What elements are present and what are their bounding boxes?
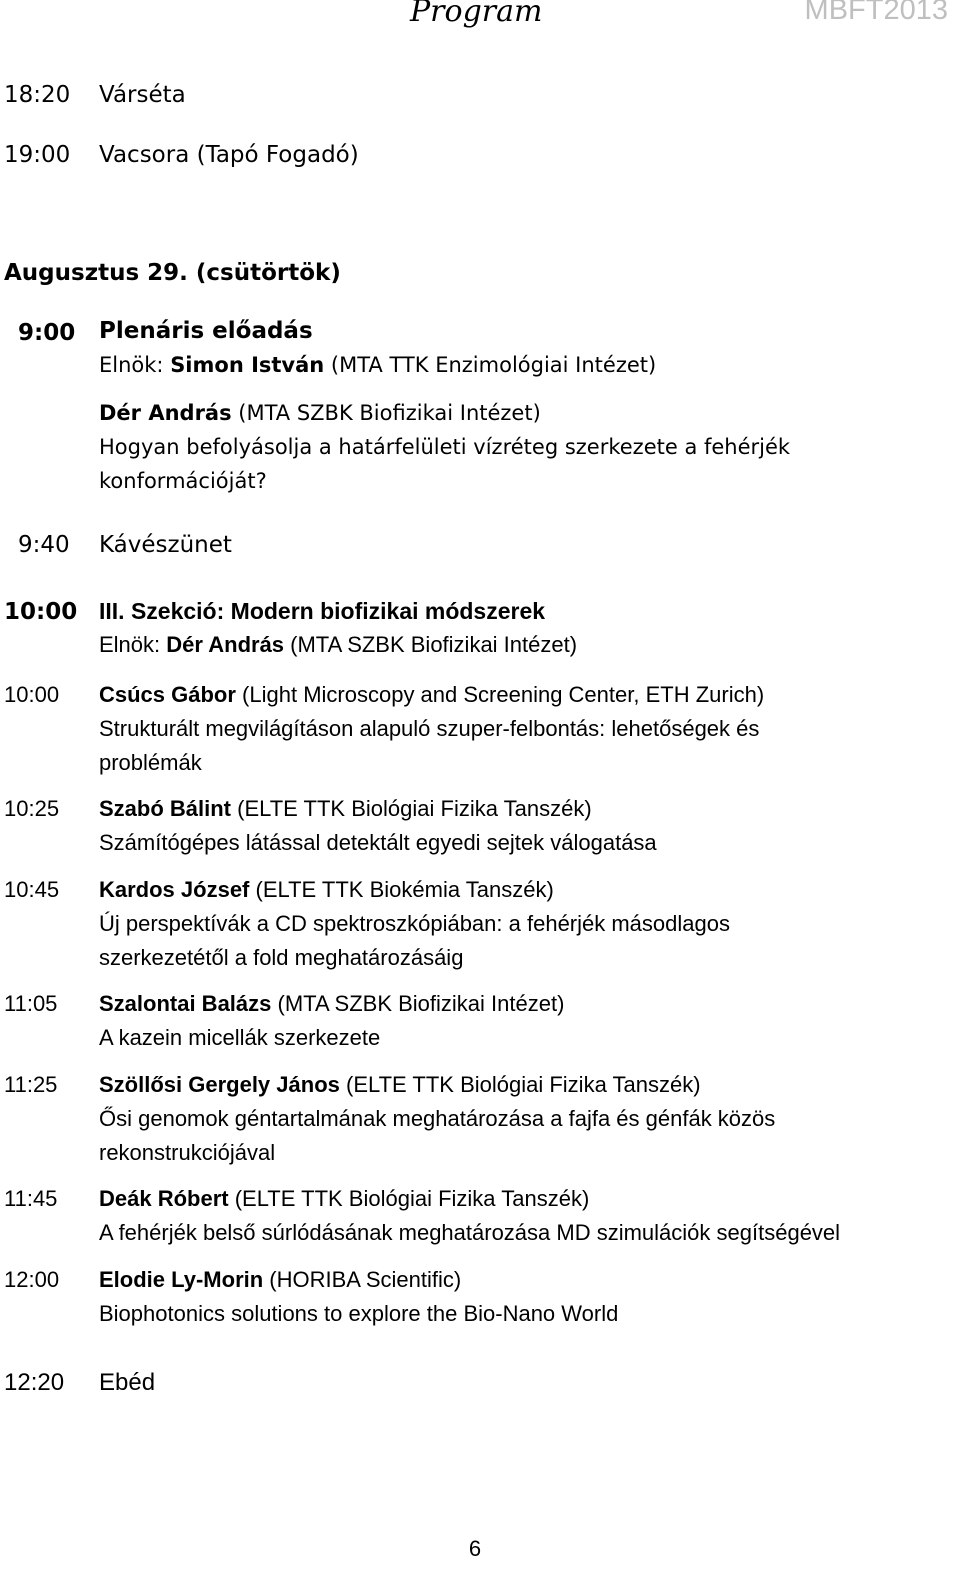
chair-prefix: Elnök:	[99, 632, 167, 657]
talk-title-line: rekonstrukciójával	[99, 1140, 276, 1165]
talk-speaker	[99, 873, 949, 907]
header-title: Program	[410, 0, 543, 29]
talk-title-line: A fehérjék belső súrlódásának meghatározása MD szimulációk segítségével	[99, 1220, 841, 1245]
section-chair	[99, 628, 949, 662]
plenary-chair	[99, 348, 949, 382]
talk-speaker	[99, 987, 949, 1021]
speaker-name: Dér András	[99, 401, 232, 425]
talk-speaker	[99, 792, 949, 826]
section-block	[99, 594, 949, 662]
schedule-time: 9:00	[18, 320, 76, 346]
schedule-time: 10:45	[4, 877, 60, 902]
schedule-label: Ebéd	[99, 1369, 156, 1396]
speaker-affiliation: (Light Microscopy and Screening Center, ETH Zurich)	[235, 682, 765, 707]
speaker-name: Szalontai Balázs	[99, 991, 272, 1016]
chair-prefix: Elnök:	[99, 353, 171, 377]
talk-block	[99, 678, 949, 780]
talk-block	[99, 873, 949, 975]
speaker-affiliation: (MTA SZBK Biofizikai Intézet)	[231, 401, 541, 425]
chair-affiliation: (MTA SZBK Biofizikai Intézet)	[284, 632, 578, 657]
schedule-time: 9:40	[18, 532, 70, 558]
talk-title-line: konformációját?	[99, 469, 267, 493]
speaker-affiliation: (ELTE TTK Biokémia Tanszék)	[249, 877, 554, 902]
talk-block	[99, 1068, 949, 1170]
talk-block	[99, 1182, 949, 1250]
chair-name: Simon István	[170, 353, 325, 377]
plenary-block	[99, 314, 949, 498]
schedule-label: Kávészünet	[99, 532, 232, 558]
talk-title-line: Strukturált megvilágításon alapuló szuper-felbontás: lehetőségek és	[99, 716, 760, 741]
speaker-name: Szöllősi Gergely János	[99, 1072, 340, 1097]
talk-block	[99, 1263, 949, 1331]
talk-speaker	[99, 1068, 949, 1102]
speaker-affiliation: (ELTE TTK Biológiai Fizika Tanszék)	[228, 1186, 590, 1211]
chair-name: Dér András	[166, 632, 285, 657]
plenary-title: Plenáris előadás	[99, 318, 313, 344]
schedule-time: 11:05	[4, 991, 58, 1016]
talk-title-line: Számítógépes látással detektált egyedi sejtek válogatása	[99, 830, 657, 855]
schedule-time: 12:20	[4, 1369, 65, 1396]
talk-title-line: Hogyan befolyásolja a határfelületi vízréteg szerkezete a fehérjék	[99, 435, 791, 459]
speaker-name: Deák Róbert	[99, 1186, 229, 1211]
talk-speaker	[99, 1182, 949, 1216]
plenary-speaker	[99, 396, 949, 430]
schedule-time: 18:20	[4, 82, 71, 108]
talk-speaker	[99, 678, 949, 712]
talk-block	[99, 987, 949, 1055]
speaker-affiliation: (ELTE TTK Biológiai Fizika Tanszék)	[339, 1072, 701, 1097]
page-number: 6	[468, 1536, 482, 1561]
speaker-affiliation: (MTA SZBK Biofizikai Intézet)	[271, 991, 565, 1016]
schedule-time: 10:00	[4, 682, 60, 707]
header-code: MBFT2013	[804, 0, 948, 26]
chair-affiliation: (MTA TTK Enzimológiai Intézet)	[324, 353, 657, 377]
schedule-label: Vacsora (Tapó Fogadó)	[99, 142, 359, 168]
talk-title-line: Biophotonics solutions to explore the Bio-Nano World	[99, 1301, 619, 1326]
schedule-time: 11:45	[4, 1186, 58, 1211]
talk-title-line: Új perspektívák a CD spektroszkópiában: a fehérjék másodlagos	[99, 911, 730, 936]
speaker-name: Szabó Bálint	[99, 796, 232, 821]
speaker-name: Csúcs Gábor	[99, 682, 236, 707]
section-title: III. Szekció: Modern biofizikai módszerek	[99, 598, 546, 624]
schedule-time: 19:00	[4, 142, 71, 168]
schedule-time: 10:25	[4, 796, 60, 821]
talk-title-line: szerkezetétől a fold meghatározásáig	[99, 945, 464, 970]
speaker-affiliation: (HORIBA Scientific)	[263, 1267, 462, 1292]
schedule-label: Várséta	[99, 82, 186, 108]
talk-title-line: problémák	[99, 750, 202, 775]
speaker-name: Kardos József	[99, 877, 250, 902]
talk-block	[99, 792, 949, 860]
speaker-name: Elodie Ly-Morin	[99, 1267, 264, 1292]
talk-title-line: Ősi genomok géntartalmának meghatározása a fajfa és génfák közös	[99, 1106, 776, 1131]
day-heading: Augusztus 29. (csütörtök)	[4, 260, 341, 286]
talk-speaker	[99, 1263, 949, 1297]
schedule-time: 11:25	[4, 1072, 58, 1097]
schedule-time: 10:00	[4, 599, 78, 625]
speaker-affiliation: (ELTE TTK Biológiai Fizika Tanszék)	[231, 796, 592, 821]
talk-title-line: A kazein micellák szerkezete	[99, 1025, 381, 1050]
schedule-time: 12:00	[4, 1267, 60, 1292]
